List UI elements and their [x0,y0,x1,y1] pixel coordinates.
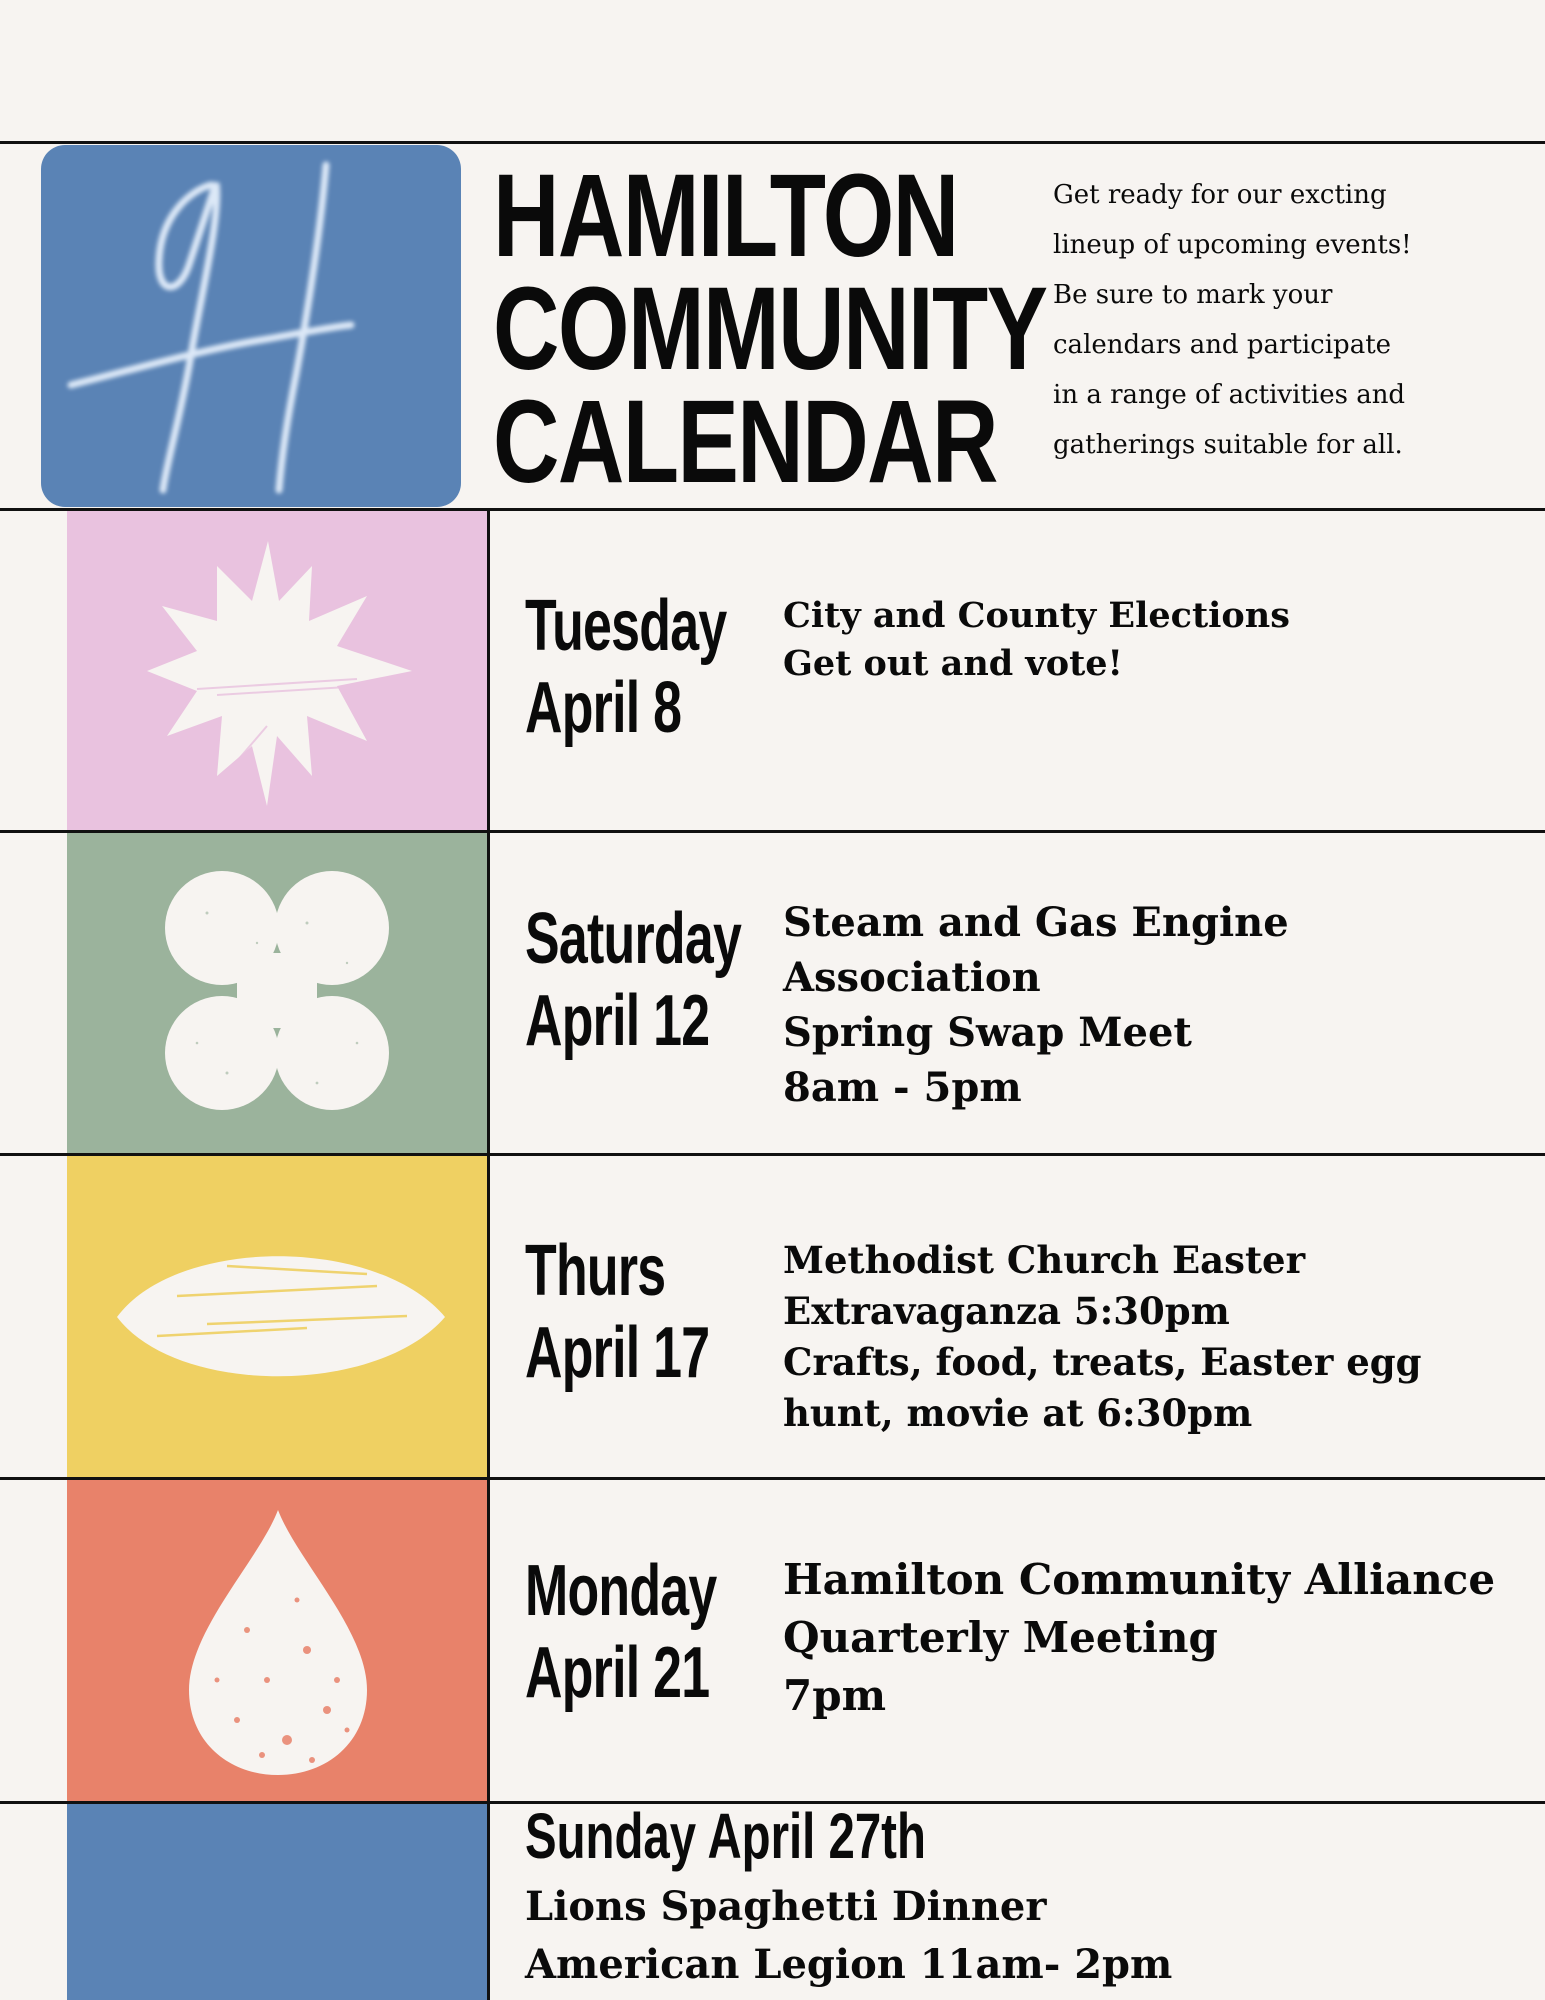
event-line: hunt, movie at 6:30pm [783,1391,1253,1435]
event-line: Quarterly Meeting [783,1613,1218,1662]
intro-line: Be sure to mark your [1053,280,1333,310]
starburst-icon [67,511,487,830]
event-description [783,1235,1422,1439]
event-title: Sunday April 27th [525,1800,926,1872]
event-line: Association [783,954,1041,1001]
intro-line: calendars and participate [1053,330,1392,360]
event-tile-orange [67,1480,487,1801]
event-line: 8am - 5pm [783,1064,1022,1111]
event-tile-yellow [67,1156,487,1477]
event-weekday: Monday [525,1551,717,1631]
event-line: Hamilton Community Alliance [783,1555,1496,1604]
event-day [525,1550,717,1714]
column-divider [487,508,490,2000]
event-date: April 17 [525,1313,710,1393]
intro-text [1053,170,1523,470]
page-title [493,150,1047,508]
event-line: Methodist Church Easter [783,1238,1306,1282]
event-weekday: Saturday [525,899,742,979]
event-description [783,1551,1495,1725]
h-monogram-icon [41,145,461,507]
title-line: COMMUNITY [493,263,1047,395]
event-line: 7pm [783,1671,887,1720]
event-line: Get out and vote! [783,643,1123,684]
event-day [525,1230,709,1394]
title-line: HAMILTON [493,150,958,282]
event-line: Steam and Gas Engine [783,899,1289,946]
event-tile-pink [67,511,487,830]
event-weekday: Tuesday [525,586,727,666]
intro-line: in a range of activities and [1053,380,1406,410]
event-line: Crafts, food, treats, Easter egg [783,1340,1422,1384]
event-date: April 8 [525,668,682,748]
leaf-shape-icon [67,1156,487,1477]
event-line: Spring Swap Meet [783,1009,1192,1056]
intro-line: Get ready for our excting [1053,180,1387,210]
event-line: Lions Spaghetti Dinner [525,1883,1047,1930]
event-weekday: Thurs [525,1231,666,1311]
event-description [783,592,1290,688]
intro-line: gatherings suitable for all. [1053,430,1403,460]
event-date: April 12 [525,981,710,1061]
event-tile-blue [67,1804,487,2000]
event-description [783,895,1289,1115]
top-rule [0,141,1545,144]
event-day [525,585,726,749]
event-day [525,898,741,1062]
event-date: April 21 [525,1633,710,1713]
event-line: City and County Elections [783,595,1290,636]
title-line: CALENDAR [493,376,997,508]
water-drop-icon [67,1480,487,1801]
intro-line: lineup of upcoming events! [1053,230,1412,260]
logo-tile [41,145,461,507]
event-line: American Legion 11am- 2pm [525,1941,1173,1988]
event-description [525,1878,1172,1994]
event-tile-green [67,833,487,1153]
four-circle-flower-icon [67,833,487,1153]
event-line: Extravaganza 5:30pm [783,1289,1230,1333]
